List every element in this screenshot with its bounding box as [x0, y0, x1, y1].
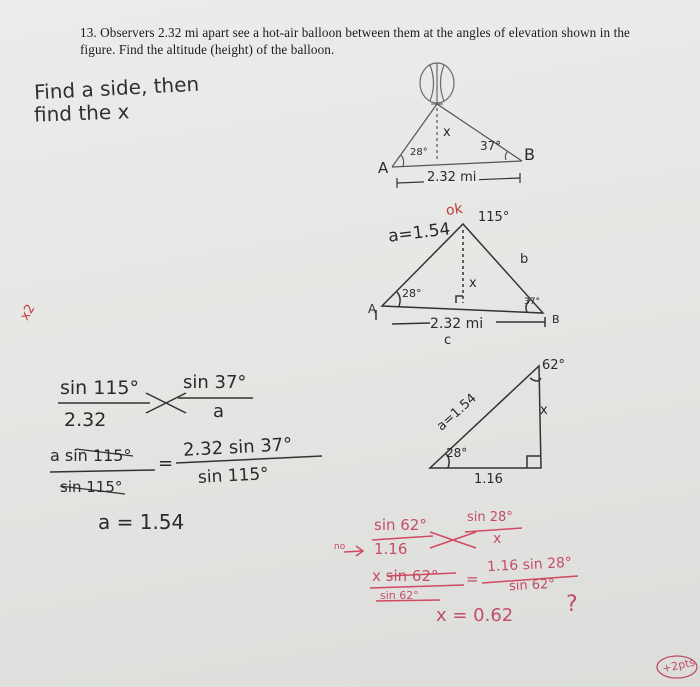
tri1-ok: ok: [444, 200, 464, 220]
right-eq-bottom-right: sin 62°: [508, 576, 556, 595]
right-eq-top-left: x sin 62°: [372, 567, 439, 585]
figure-label-x: x: [443, 125, 451, 140]
score-mark: +2pts: [661, 655, 697, 676]
tri2-angle: 28°: [446, 446, 468, 460]
right-eq-top-right: 1.16 sin 28°: [486, 554, 573, 576]
margin-mark: x2: [17, 301, 39, 324]
balloon-icon: [420, 63, 454, 104]
right-question: ?: [566, 592, 578, 617]
figure-angle-b: 37°: [480, 139, 502, 153]
tri1-left-angle: 28°: [402, 287, 422, 300]
problem-statement: 13. Observers 2.32 mi apart see a hot-air balloon between them at the angles of elevation shown in the figure. Find the altitude (height) of the balloon.: [80, 25, 630, 57]
figure-distance: 2.32 mi: [424, 170, 479, 185]
right-no: no: [334, 542, 346, 552]
right-num-1: sin 62°: [374, 516, 427, 534]
tri1-side-b: b: [520, 252, 529, 267]
tri1-label-b: B: [552, 313, 560, 326]
tri2-base: 1.16: [474, 472, 503, 487]
tri2-x: x: [540, 403, 548, 418]
left-eq-top-right: 2.32 sin 37°: [182, 434, 293, 461]
right-den-2: x: [493, 531, 502, 547]
figure-angle-a: 28°: [410, 147, 428, 158]
tri1-side-a: a=1.54: [387, 219, 452, 247]
left-num-2: sin 37°: [183, 372, 247, 393]
left-eq-bottom-left: sin 115°: [60, 478, 123, 496]
right-num-2: sin 28°: [467, 510, 513, 525]
right-den-1: 1.16: [374, 540, 408, 558]
tri1-label-a: A: [368, 302, 377, 316]
tri1-base-label: c: [444, 333, 452, 348]
tri1-label-x: x: [469, 276, 477, 291]
note-line-2: find the x: [33, 99, 130, 127]
right-eq-sign: =: [466, 570, 479, 588]
tri1-base: 2.32 mi: [430, 316, 484, 332]
tri1-top-angle: 115°: [478, 210, 510, 225]
figure-label-a: A: [378, 159, 389, 177]
left-den-1: 2.32: [64, 409, 107, 431]
left-den-2: a: [213, 401, 225, 422]
left-eq-bottom-right: sin 115°: [197, 464, 270, 488]
tri2-top-angle: 62°: [542, 358, 566, 373]
right-result: x = 0.62: [436, 605, 514, 626]
left-num-1: sin 115°: [60, 377, 140, 399]
right-eq-bottom-left: sin 62°: [380, 589, 419, 602]
left-eq-sign: =: [158, 453, 174, 474]
note-line-1: Find a side, then: [33, 71, 200, 105]
left-eq-top-left: a sin 115°: [50, 446, 132, 465]
left-result: a = 1.54: [98, 510, 185, 534]
tri2-hyp: a=1.54: [434, 390, 480, 435]
figure-label-b: B: [524, 145, 535, 164]
tri1-right-angle: 37°: [524, 297, 540, 307]
